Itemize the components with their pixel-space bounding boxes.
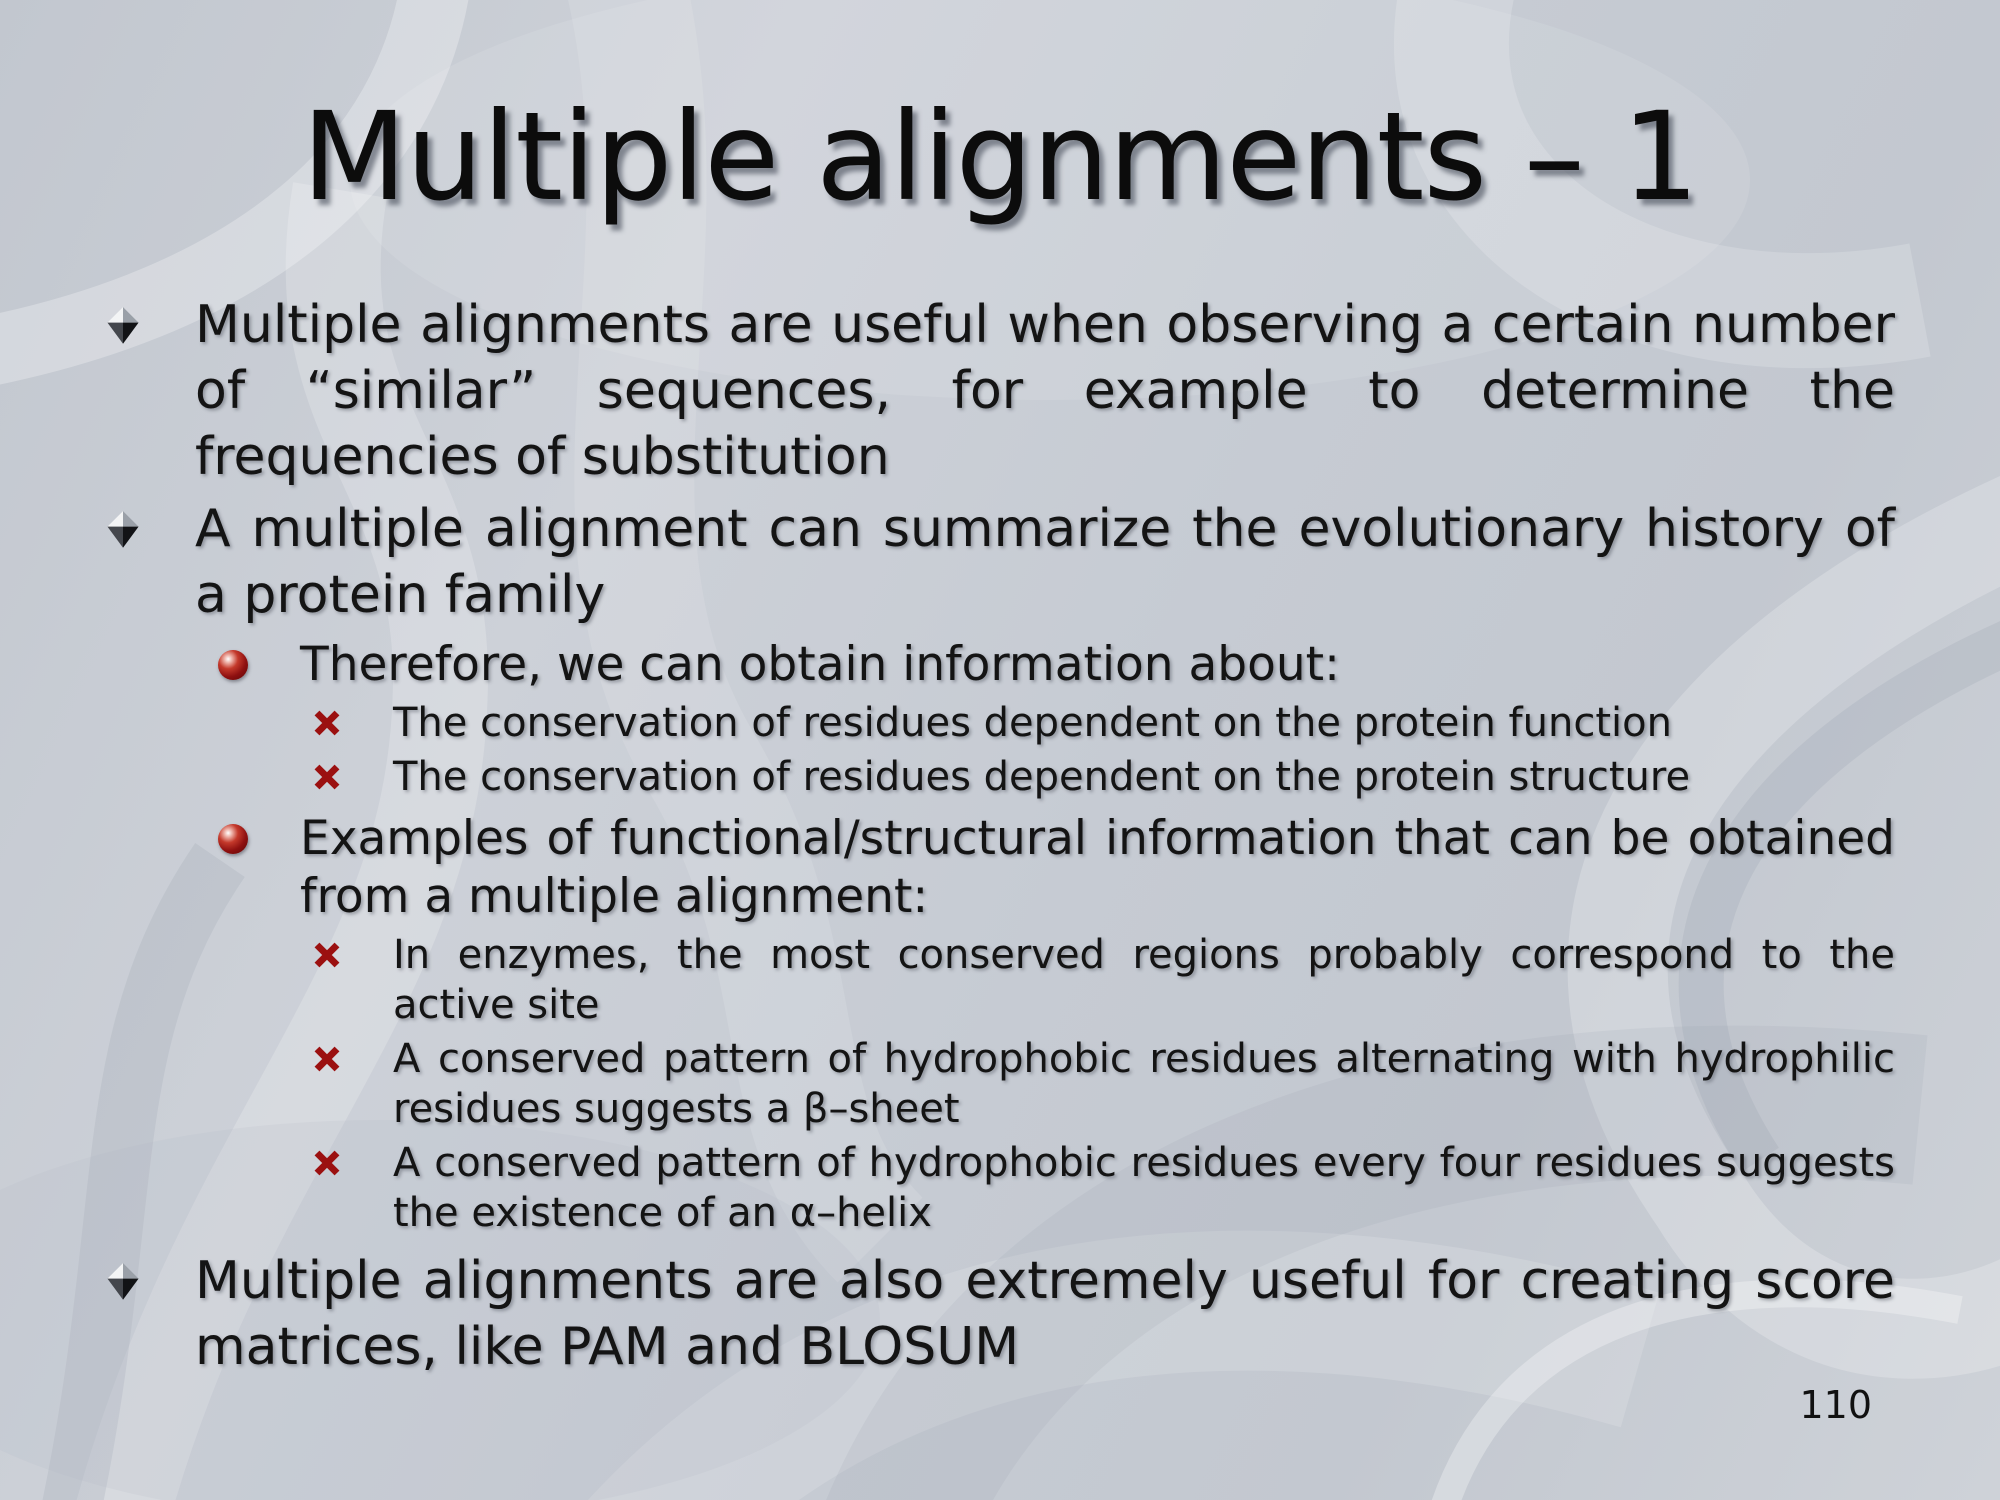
bullet-text: Therefore, we can obtain information about:	[300, 637, 1340, 692]
bullet-item-level3	[100, 1138, 1895, 1238]
red-sphere-bullet-icon	[218, 636, 300, 680]
red-x-bullet-icon	[312, 698, 393, 742]
bullet-item-level3	[100, 752, 1895, 802]
red-x-bullet-icon	[312, 930, 393, 974]
bullet-item-level3	[100, 698, 1895, 748]
bullet-list	[100, 292, 1895, 1380]
arrow-3d-bullet-icon	[105, 1248, 195, 1306]
bullet-text: A conserved pattern of hydrophobic residues alternating with hydrophilic residues suggests a β–sheet	[393, 1036, 1895, 1132]
bullet-text: Multiple alignments are also extremely useful for creating score matrices, like PAM and BLOSUM	[195, 1251, 1895, 1377]
red-x-bullet-icon	[312, 752, 393, 796]
bullet-item-level2	[100, 810, 1895, 926]
bullet-text: The conservation of residues dependent on the protein structure	[393, 754, 1691, 800]
bullet-item-level2	[100, 636, 1895, 694]
bullet-text: In enzymes, the most conserved regions probably correspond to the active site	[393, 932, 1895, 1028]
bullet-item-level1	[100, 496, 1895, 628]
slide-title: Multiple alignments – 1	[301, 86, 1699, 228]
red-x-bullet-icon	[312, 1138, 393, 1182]
bullet-text: A multiple alignment can summarize the evolutionary history of a protein family	[195, 499, 1895, 625]
arrow-3d-bullet-icon	[105, 292, 195, 350]
bullet-text: Multiple alignments are useful when observing a certain number of “similar” sequences, for example to determine the frequencies of substitution	[195, 295, 1895, 487]
bullet-text: The conservation of residues dependent on the protein function	[393, 700, 1672, 746]
arrow-3d-bullet-icon	[105, 496, 195, 554]
bullet-item-level3	[100, 930, 1895, 1030]
bullet-item-level1	[100, 292, 1895, 490]
page-number: 110	[1799, 1383, 1872, 1427]
red-sphere-bullet-icon	[218, 810, 300, 854]
red-x-bullet-icon	[312, 1034, 393, 1078]
bullet-text: Examples of functional/structural information that can be obtained from a multiple alignment:	[300, 811, 1895, 924]
bullet-text: A conserved pattern of hydrophobic residues every four residues suggests the existence of an α–helix	[393, 1140, 1895, 1236]
bullet-item-level3	[100, 1034, 1895, 1134]
bullet-item-level1	[100, 1248, 1895, 1380]
